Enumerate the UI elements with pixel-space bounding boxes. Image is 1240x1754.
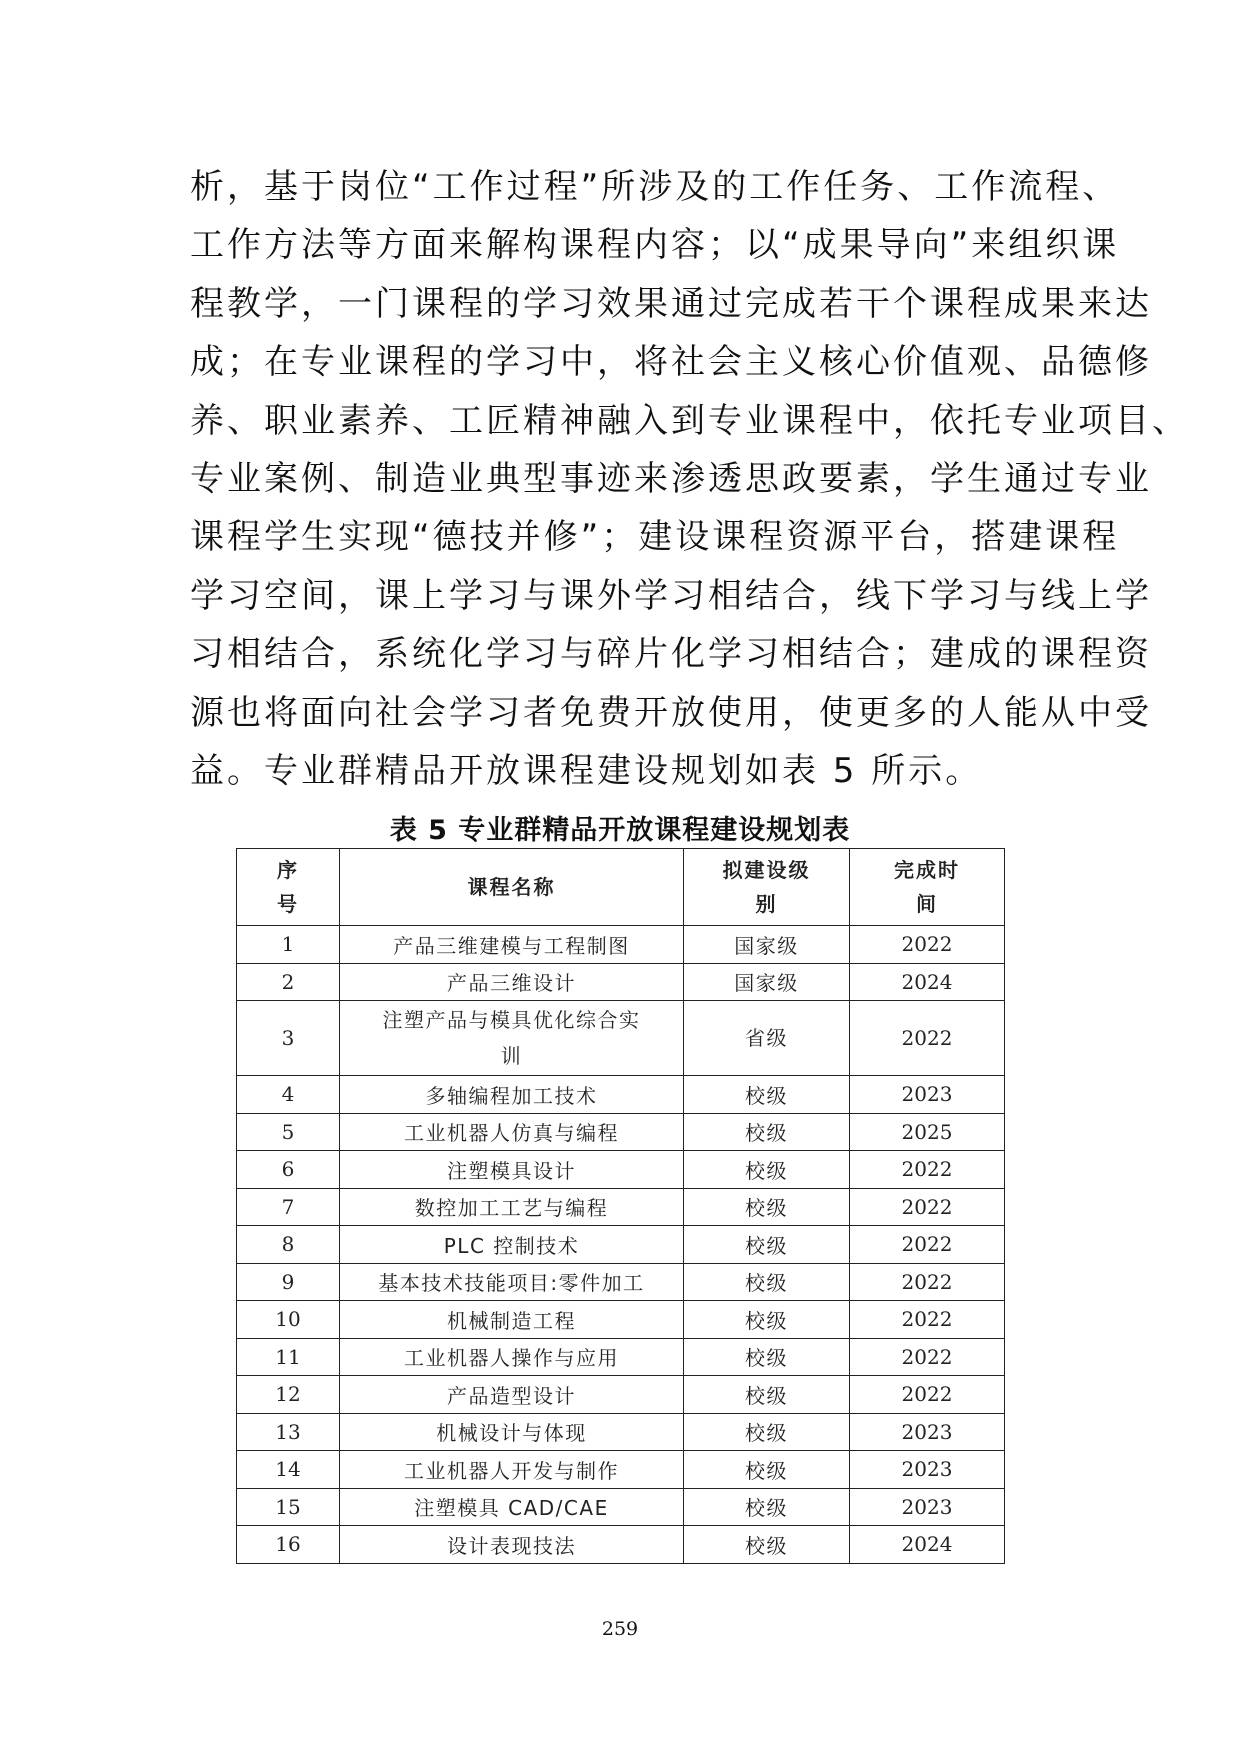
- page-number: 259: [601, 1618, 639, 1640]
- body-paragraph: [190, 158, 1189, 800]
- cell-course-name: 机械制造工程: [340, 1301, 684, 1339]
- table-row: [237, 1488, 1005, 1526]
- cell-course-name: [340, 1001, 684, 1076]
- cell-level: 校级: [684, 1488, 850, 1526]
- cell-course-name: 产品三维设计: [340, 963, 684, 1001]
- table-row: [237, 1526, 1005, 1564]
- cell-course-name: 设计表现技法: [340, 1526, 684, 1564]
- cell-course-name: 注塑模具 CAD/CAE: [340, 1488, 684, 1526]
- table-row: [237, 926, 1005, 964]
- cell-index: 11: [237, 1338, 340, 1376]
- cell-year: 2022: [850, 926, 1005, 964]
- cell-year: 2022: [850, 1376, 1005, 1414]
- cell-year: 2022: [850, 1338, 1005, 1376]
- table-row: [237, 1338, 1005, 1376]
- header-index-line1: 序: [277, 858, 299, 882]
- course-name-line1: 注塑产品与模具优化综合实: [382, 1008, 641, 1032]
- cell-year: 2022: [850, 1263, 1005, 1301]
- cell-level: 校级: [684, 1376, 850, 1414]
- table-row: [237, 1188, 1005, 1226]
- header-course-name: [340, 849, 684, 926]
- cell-course-name: 工业机器人操作与应用: [340, 1338, 684, 1376]
- cell-level: 校级: [684, 1113, 850, 1151]
- table-row: [237, 963, 1005, 1001]
- table-row: [237, 1376, 1005, 1414]
- course-name-line2: 训: [500, 1044, 523, 1068]
- cell-index: 5: [237, 1113, 340, 1151]
- cell-year: 2022: [850, 1188, 1005, 1226]
- paragraph-line: 习相结合，系统化学习与碎片化学习相结合；建成的课程资: [190, 634, 1152, 675]
- course-plan-table: [236, 848, 1005, 1564]
- cell-level: 校级: [684, 1263, 850, 1301]
- cell-level: 校级: [684, 1338, 850, 1376]
- cell-year: 2022: [850, 1001, 1005, 1076]
- cell-course-name: 机械设计与体现: [340, 1413, 684, 1451]
- cell-year: 2023: [850, 1413, 1005, 1451]
- cell-year: 2025: [850, 1113, 1005, 1151]
- cell-level: 校级: [684, 1151, 850, 1189]
- header-level-line1: 拟建设级: [722, 858, 811, 882]
- header-course-name-text: 课程名称: [467, 875, 556, 899]
- cell-level: 校级: [684, 1451, 850, 1489]
- cell-index: 8: [237, 1226, 340, 1264]
- cell-year: 2023: [850, 1488, 1005, 1526]
- cell-index: 3: [237, 1001, 340, 1076]
- paragraph-line: 程教学，一门课程的学习效果通过完成若干个课程成果来达: [190, 283, 1152, 324]
- table-row: [237, 1413, 1005, 1451]
- table-caption: 表 5 专业群精品开放课程建设规划表: [389, 815, 851, 846]
- paragraph-line: 析，基于岗位“工作过程”所涉及的工作任务、工作流程、: [190, 167, 1120, 207]
- cell-year: 2023: [850, 1076, 1005, 1114]
- header-year: [850, 849, 1005, 926]
- table-row: [237, 1113, 1005, 1151]
- paragraph-line: 源也将面向社会学习者免费开放使用，使更多的人能从中受: [190, 692, 1152, 733]
- table-header-row: [237, 849, 1005, 926]
- table-row: [237, 1263, 1005, 1301]
- cell-course-name: 工业机器人仿真与编程: [340, 1113, 684, 1151]
- paragraph-line: 专业案例、制造业典型事迹来渗透思政要素，学生通过专业: [190, 458, 1152, 499]
- cell-index: 1: [237, 926, 340, 964]
- cell-year: 2024: [850, 963, 1005, 1001]
- cell-index: 6: [237, 1151, 340, 1189]
- cell-level: 校级: [684, 1301, 850, 1339]
- cell-index: 12: [237, 1376, 340, 1414]
- paragraph-line: 养、职业素养、工匠精神融入到专业课程中，依托专业项目、: [190, 400, 1189, 441]
- cell-index: 10: [237, 1301, 340, 1339]
- paragraph-line: 学习空间，课上学习与课外学习相结合，线下学习与线上学: [190, 575, 1152, 616]
- header-year-line1: 完成时: [894, 858, 960, 882]
- table-row: [237, 1001, 1005, 1076]
- header-year-line2: 间: [916, 892, 938, 916]
- cell-level: 校级: [684, 1526, 850, 1564]
- cell-index: 14: [237, 1451, 340, 1489]
- header-level: [684, 849, 850, 926]
- cell-index: 4: [237, 1076, 340, 1114]
- cell-level: 校级: [684, 1188, 850, 1226]
- cell-course-name: PLC 控制技术: [340, 1226, 684, 1264]
- paragraph-line: 课程学生实现“德技并修”；建设课程资源平台，搭建课程: [190, 517, 1120, 558]
- cell-index: 15: [237, 1488, 340, 1526]
- cell-year: 2024: [850, 1526, 1005, 1564]
- cell-level: 校级: [684, 1076, 850, 1114]
- cell-course-name: 基本技术技能项目:零件加工: [340, 1263, 684, 1301]
- cell-year: 2023: [850, 1451, 1005, 1489]
- cell-level: 校级: [684, 1413, 850, 1451]
- header-index: [237, 849, 340, 926]
- cell-course-name: 产品造型设计: [340, 1376, 684, 1414]
- header-level-line2: 别: [755, 892, 778, 916]
- cell-level: 省级: [684, 1001, 850, 1076]
- table-row: [237, 1226, 1005, 1264]
- cell-index: 9: [237, 1263, 340, 1301]
- cell-year: 2022: [850, 1151, 1005, 1189]
- cell-course-name: 注塑模具设计: [340, 1151, 684, 1189]
- cell-index: 7: [237, 1188, 340, 1226]
- header-index-line2: 号: [277, 892, 299, 916]
- cell-course-name: 产品三维建模与工程制图: [340, 926, 684, 964]
- cell-year: 2022: [850, 1301, 1005, 1339]
- table-row: [237, 1451, 1005, 1489]
- paragraph-line: 成；在专业课程的学习中，将社会主义核心价值观、品德修: [190, 342, 1152, 383]
- table-row: [237, 1301, 1005, 1339]
- cell-level: 国家级: [684, 926, 850, 964]
- cell-year: 2022: [850, 1226, 1005, 1264]
- cell-course-name: 多轴编程加工技术: [340, 1076, 684, 1114]
- cell-index: 13: [237, 1413, 340, 1451]
- cell-index: 2: [237, 963, 340, 1001]
- table-row: [237, 1151, 1005, 1189]
- paragraph-line: 益。专业群精品开放课程建设规划如表 5 所示。: [190, 750, 983, 791]
- cell-course-name: 工业机器人开发与制作: [340, 1451, 684, 1489]
- cell-index: 16: [237, 1526, 340, 1564]
- cell-course-name: 数控加工工艺与编程: [340, 1188, 684, 1226]
- table-row: [237, 1076, 1005, 1114]
- paragraph-line: 工作方法等方面来解构课程内容；以“成果导向”来组织课: [190, 225, 1120, 266]
- cell-level: 国家级: [684, 963, 850, 1001]
- cell-level: 校级: [684, 1226, 850, 1264]
